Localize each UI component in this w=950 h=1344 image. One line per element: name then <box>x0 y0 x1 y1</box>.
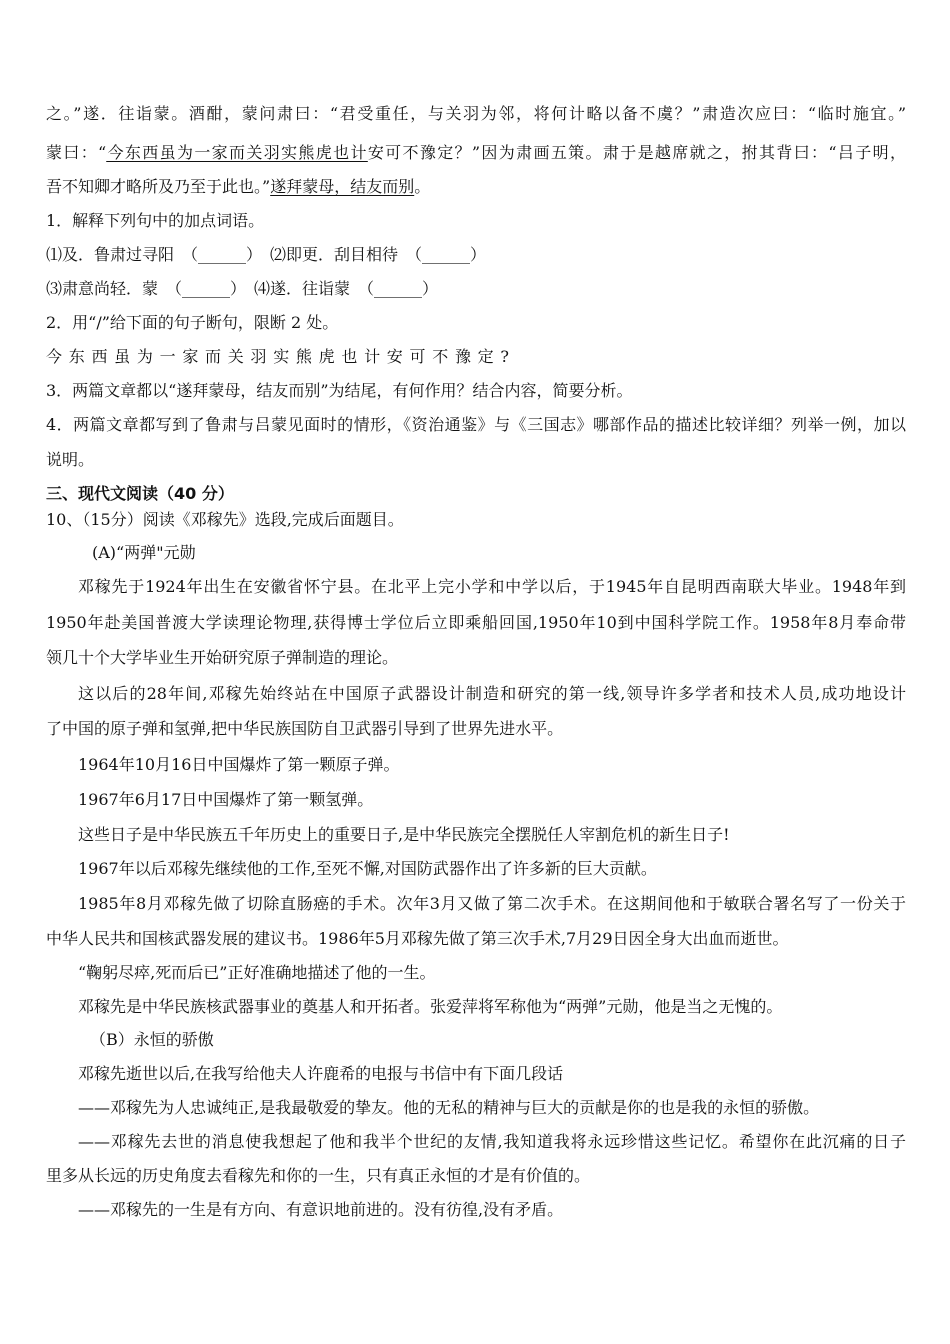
paragraph-1-line-3: 领几十个大学毕业生开始研究原子弹制造的理论。 <box>46 648 399 667</box>
underlined-sentence: 今东西虽为一家而关羽实熊虎也计 <box>106 143 368 162</box>
paragraph-11: ——邓稼先为人忠诚纯正,是我最敬爱的挚友。他的无私的精神与巨大的贡献是你的也是我的永恒的骄傲。 <box>78 1098 820 1117</box>
paragraph-6: 1967年以后邓稼先继续他的工作,至死不懈,对国防武器作出了许多新的巨大贡献。 <box>78 859 657 878</box>
question-2-sentence: 今东西虽为一家而关羽实熊虎也计安可不豫定? <box>46 347 516 366</box>
paragraph-13: ——邓稼先的一生是有方向、有意识地前进的。没有彷徨,没有矛盾。 <box>78 1200 564 1219</box>
subtitle-a: (A)“两弹"元勋 <box>92 543 196 562</box>
paragraph-2-line-2: 了中国的原子弹和氢弹,把中华民族国防自卫武器引导到了世界先进水平。 <box>46 719 564 738</box>
paragraph-10: 邓稼先逝世以后,在我写给他夫人许鹿希的电报与书信中有下面几段话 <box>78 1064 564 1083</box>
question-1-items-a: ⑴及．鲁肃过寻阳 （______） ⑵即更．刮目相待 （______） <box>46 245 487 264</box>
text-segment: 蒙曰：“ <box>46 143 107 162</box>
classical-text-line-1: 之。”遂．往诣蒙。酒酣，蒙问肃曰：“君受重任，与关羽为邻，将何计略以备不虞？”肃造次应曰：“临时施宜。” <box>46 104 906 123</box>
classical-text-line-3 <box>46 175 906 199</box>
paragraph-1-line-2: 1950年赴美国普渡大学读理论物理,获得博士学位后立即乘船回国,1950年10到中国科学院工作。1958年8月奉命带 <box>46 613 906 632</box>
paragraph-12-line-1: ——邓稼先去世的消息使我想起了他和我半个世纪的友情,我知道我将永远珍惜这些记忆。希望你在此沉痛的日子 <box>78 1132 906 1151</box>
subtitle-b: （B）永恒的骄傲 <box>90 1030 214 1049</box>
paragraph-3: 1964年10月16日中国爆炸了第一颗原子弹。 <box>78 755 400 774</box>
paragraph-9: 邓稼先是中华民族核武器事业的奠基人和开拓者。张爱萍将军称他为“两弹”元勋，他是当之无愧的。 <box>78 997 783 1016</box>
text-segment: 吾不知卿才略所及乃至于此也。” <box>46 177 271 196</box>
paragraph-5: 这些日子是中华民族五千年历史上的重要日子,是中华民族完全摆脱任人宰割危机的新生日子! <box>78 825 730 844</box>
question-2: 2．用“/”给下面的句子断句，限断 2 处。 <box>46 313 339 332</box>
text-segment: 。 <box>414 177 431 196</box>
text-segment: 安可不豫定？”因为肃画五策。肃于是越席就之，拊其背曰：“吕子明， <box>367 143 906 162</box>
question-4-line-1: 4．两篇文章都写到了鲁肃与吕蒙见面时的情形，《资治通鉴》与《三国志》哪部作品的描述比较详细？列举一例，加以 <box>46 415 906 434</box>
paragraph-12-line-2: 里多从长远的历史角度去看稼先和你的一生，只有真正永恒的才是有价值的。 <box>46 1166 591 1185</box>
section-heading: 三、现代文阅读（40 分） <box>46 484 234 503</box>
question-10: 10、（15分）阅读《邓稼先》选段,完成后面题目。 <box>46 510 404 529</box>
question-1: 1．解释下列句中的加点词语。 <box>46 211 265 230</box>
question-3: 3．两篇文章都以“遂拜蒙母，结友而别”为结尾，有何作用？结合内容，简要分析。 <box>46 381 633 400</box>
paragraph-7-line-1: 1985年8月邓稼先做了切除直肠癌的手术。次年3月又做了第二次手术。在这期间他和于敏联合署名写了一份关于 <box>78 894 906 913</box>
classical-text-line-2 <box>46 141 906 165</box>
question-4-line-2: 说明。 <box>46 450 95 469</box>
paragraph-7-line-2: 中华人民共和国核武器发展的建议书。1986年5月邓稼先做了第三次手术,7月29日因全身大出血而逝世。 <box>46 929 789 948</box>
paragraph-8: “鞠躬尽瘁,死而后已”正好准确地描述了他的一生。 <box>78 963 436 982</box>
question-1-items-b: ⑶肃意尚轻．蒙 （______） ⑷遂．往诣蒙 （______） <box>46 279 439 298</box>
paragraph-4: 1967年6月17日中国爆炸了第一颗氢弹。 <box>78 790 374 809</box>
paragraph-1-line-1: 邓稼先于1924年出生在安徽省怀宁县。在北平上完小学和中学以后，于1945年自昆明西南联大毕业。1948年到 <box>78 577 906 596</box>
paragraph-2-line-1: 这以后的28年间,邓稼先始终站在中国原子武器设计制造和研究的第一线,领导许多学者和技术人员,成功地设计 <box>78 684 906 703</box>
underlined-sentence: 遂拜蒙母，结友而别 <box>270 177 415 196</box>
